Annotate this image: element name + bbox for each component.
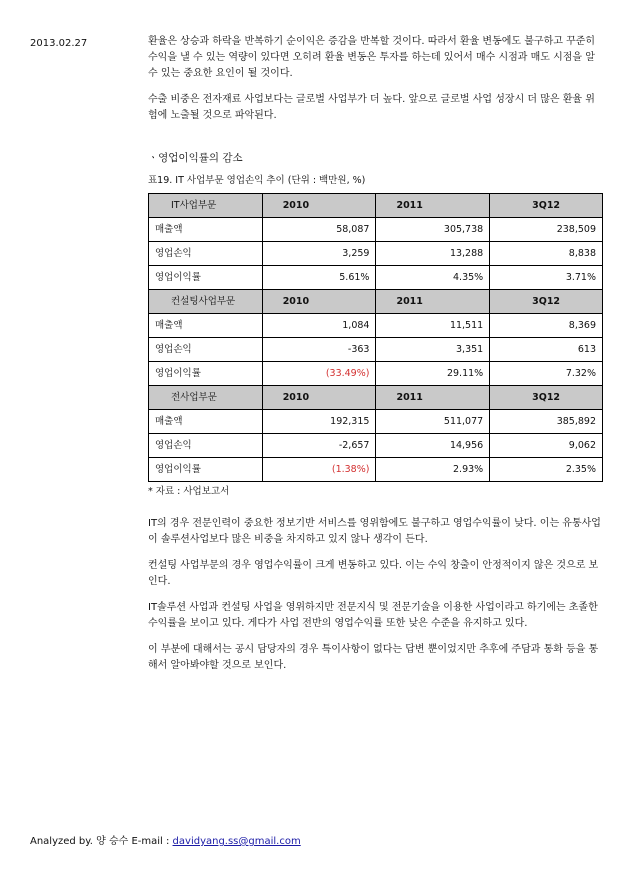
row-label: 영업이익률: [149, 362, 263, 386]
header-cell: 2011: [376, 290, 490, 314]
table-cell-negative: (33.49%): [262, 362, 376, 386]
table-cell: 2.35%: [490, 458, 603, 482]
table-cell: 305,738: [376, 218, 490, 242]
table-cell: 14,956: [376, 434, 490, 458]
table-cell: 7.32%: [490, 362, 603, 386]
analysis-paragraph-1: IT의 경우 전문인력이 중요한 정보기반 서비스를 영위함에도 불구하고 영업수익률이 낮다. 이는 유통사업이 솔루션사업보다 많은 비중을 차지하고 있지 않나 생각이 든다.: [148, 518, 601, 545]
table-header-all: [149, 386, 603, 410]
intro-paragraph-2: 수출 비중은 전자재료 사업보다는 글로벌 사업부가 더 높다. 앞으로 글로벌 사업 성장시 더 많은 환율 위험에 노출될 것으로 파악된다.: [148, 94, 595, 121]
source-note: * 자료 : 사업보고서: [148, 486, 230, 497]
report-content: [148, 34, 603, 684]
header-cell: IT사업부문: [149, 194, 263, 218]
table-cell: 3,259: [262, 242, 376, 266]
row-label: 영업이익률: [149, 458, 263, 482]
analysis-paragraph-2: 컨설팅 사업부문의 경우 영업수익률이 크게 변동하고 있다. 이는 수익 창출이 안정적이지 않은 것으로 보인다.: [148, 560, 599, 587]
table-cell: 238,509: [490, 218, 603, 242]
header-cell: 3Q12: [490, 194, 603, 218]
table-cell: 9,062: [490, 434, 603, 458]
table-row: [149, 218, 603, 242]
section-title: ㆍ영업이익률의 감소: [148, 152, 243, 164]
table-row: [149, 410, 603, 434]
row-label: 매출액: [149, 314, 263, 338]
analysis-paragraph-4: 이 부분에 대해서는 공시 담당자의 경우 특이사항이 없다는 답변 뿐이었지만 추후에 주담과 통화 등을 통해서 알아봐야할 것으로 보인다.: [148, 644, 599, 671]
intro-paragraph-1: 환율은 상승과 하락을 반복하기 순이익은 증감을 반복할 것이다. 따라서 환율 변동에도 불구하고 꾸준히 수익을 낼 수 있는 역량이 있다면 오히려 환율 변동은 투자를 하는데 있어서 매수 시점과 매도 시점을 알 수 있는 중요한 요인이 될 것이다.: [148, 36, 596, 79]
table-cell-negative: (1.38%): [262, 458, 376, 482]
table-cell: 4.35%: [376, 266, 490, 290]
row-label: 영업손익: [149, 434, 263, 458]
table-row: [149, 434, 603, 458]
row-label: 매출액: [149, 410, 263, 434]
operating-profit-table: [148, 193, 603, 482]
table-cell: 1,084: [262, 314, 376, 338]
table-header-it: [149, 194, 603, 218]
table-cell: 613: [490, 338, 603, 362]
row-label: 영업이익률: [149, 266, 263, 290]
table-cell: 192,315: [262, 410, 376, 434]
table-cell: 58,087: [262, 218, 376, 242]
header-cell: 2010: [262, 386, 376, 410]
table-cell: -363: [262, 338, 376, 362]
table-row: [149, 314, 603, 338]
header-cell: 2011: [376, 386, 490, 410]
table-cell: -2,657: [262, 434, 376, 458]
table-cell: 3.71%: [490, 266, 603, 290]
table-cell: 385,892: [490, 410, 603, 434]
table-caption: 표19. IT 사업부문 영업손익 추이 (단위 : 백만원, %): [148, 175, 366, 186]
analysis-paragraph-3: IT솔루션 사업과 컨설팅 사업을 영위하지만 전문지식 및 전문기술을 이용한 사업이라고 하기에는 초졸한 수익률을 보이고 있다. 게다가 사업 전반의 영업수익률 또한 낮은 수준을 유지하고 있다.: [148, 602, 598, 629]
table-row: [149, 338, 603, 362]
header-cell: 전사업부문: [149, 386, 263, 410]
email-link[interactable]: davidyang.ss@gmail.com: [172, 836, 301, 847]
report-date: 2013.02.27: [30, 38, 88, 49]
table-cell: 8,838: [490, 242, 603, 266]
table-cell: 5.61%: [262, 266, 376, 290]
table-cell: 11,511: [376, 314, 490, 338]
header-cell: 2010: [262, 194, 376, 218]
footer-analyst: Analyzed by. 양 승수 E-mail :: [30, 836, 173, 847]
table-header-consulting: [149, 290, 603, 314]
row-label: 영업손익: [149, 338, 263, 362]
header-cell: 2011: [376, 194, 490, 218]
header-cell: 컨설팅사업부문: [149, 290, 263, 314]
header-cell: 3Q12: [490, 386, 603, 410]
row-label: 매출액: [149, 218, 263, 242]
table-cell: 13,288: [376, 242, 490, 266]
table-cell: 8,369: [490, 314, 603, 338]
table-row: [149, 458, 603, 482]
table-cell: 511,077: [376, 410, 490, 434]
row-label: 영업손익: [149, 242, 263, 266]
table-row: [149, 266, 603, 290]
header-cell: 2010: [262, 290, 376, 314]
analysis-section: [148, 516, 603, 674]
table-row: [149, 242, 603, 266]
table-cell: 2.93%: [376, 458, 490, 482]
intro-section: [148, 34, 603, 124]
header-cell: 3Q12: [490, 290, 603, 314]
table-cell: 29.11%: [376, 362, 490, 386]
table-row: [149, 362, 603, 386]
table-cell: 3,351: [376, 338, 490, 362]
footer: [30, 832, 301, 847]
